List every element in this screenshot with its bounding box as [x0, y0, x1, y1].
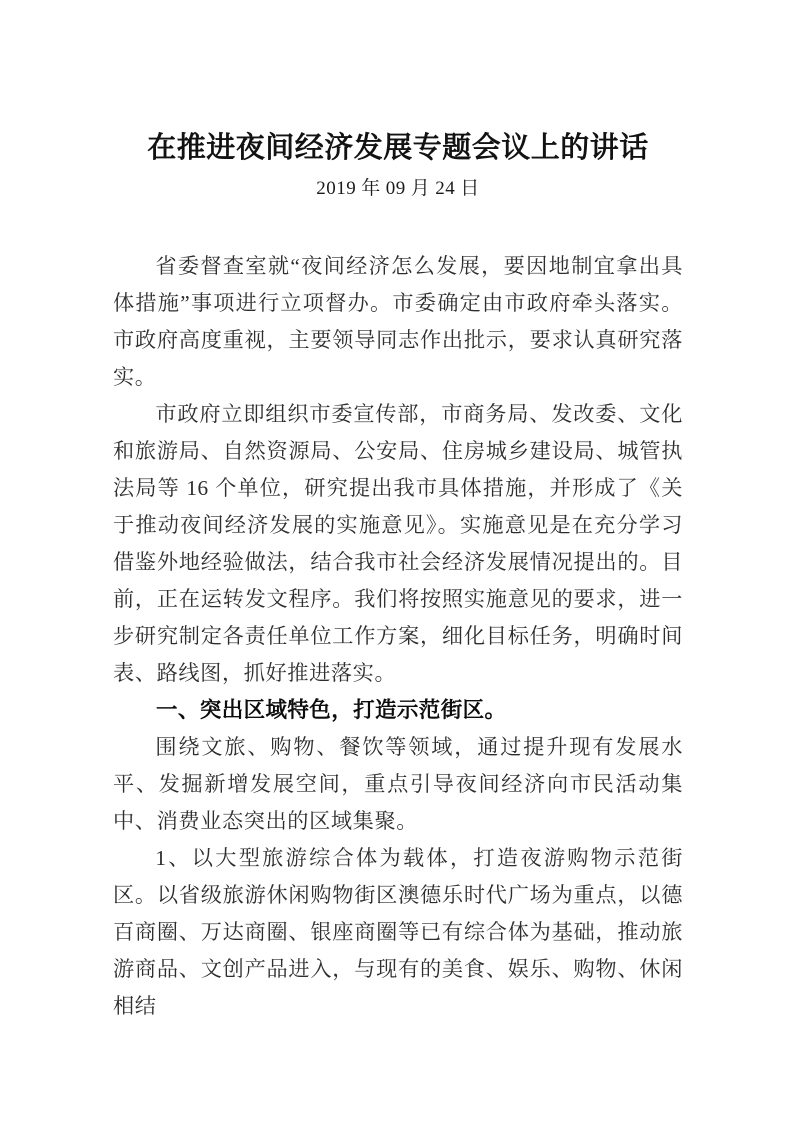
date-month: 09 — [385, 178, 406, 199]
document-body — [113, 248, 683, 1025]
date-month-unit: 月 — [410, 178, 431, 199]
date-day-unit: 日 — [460, 178, 480, 199]
document-content — [113, 128, 683, 1025]
paragraph-3: 围绕文旅、购物、餐饮等领域，通过提升现有发展水平、发掘新增发展空间，重点引导夜间经济向市民活动集中、消费业态突出的区域集聚。 — [113, 735, 683, 833]
date-year: 2019 — [316, 178, 357, 199]
section-heading-1: 一、突出区域特色，打造示范街区。 — [156, 698, 507, 722]
date-year-unit: 年 — [361, 178, 381, 199]
document-date — [113, 174, 683, 204]
paragraph-1: 省委督查室就“夜间经济怎么发展，要因地制宜拿出具体措施”事项进行立项督办。市委确定由市政府牵头落实。市政府高度重视，主要领导同志作出批示，要求认真研究落实。 — [113, 254, 683, 389]
date-day: 24 — [435, 178, 456, 199]
paragraph-4: 1、以大型旅游综合体为载体，打造夜游购物示范街区。以省级旅游休闲购物街区澳德乐时代广场为重点，以德百商圈、万达商圈、银座商圈等已有综合体为基础，推动旅游商品、文创产品进入，与现有的美食、娱乐、购物、休闲相结 — [113, 846, 683, 1018]
document-title: 在推进夜间经济发展专题会议上的讲话 — [147, 132, 649, 164]
paragraph-2: 市政府立即组织市委宣传部，市商务局、发改委、文化和旅游局、自然资源局、公安局、住房城乡建设局、城管执法局等 16 个单位，研究提出我市具体措施，并形成了《关于推动夜间经济发展的实施意见》。实施意见是在充分学习借鉴外地经验做法，结合我市社会经济发展情况提出的。目前，正在运转发文程序。我们将按照实施意见的要求，进一步研究制定各责任单位工作方案，细化目标任务，明确时间表、路线图，抓好推进落实。 — [113, 402, 683, 685]
